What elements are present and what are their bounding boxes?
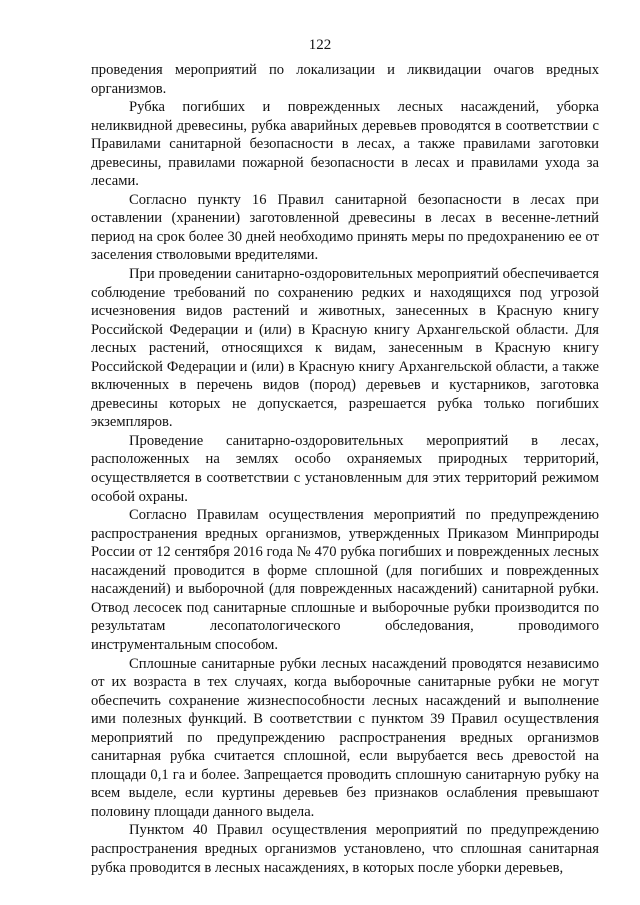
paragraph-red-book-species: При проведении санитарно-оздоровительных мероприятий обеспечивается соблюдение требований по сохранению редких и находящихся под угрозой исчезновения видов растений и животных, занесенных в Красную книгу Российской Федерации и (или) в Красную книгу Архангельской области. Для лесных растений, относящихся к видам, занесенным в Красную книгу Российской Федерации и (или) в Красную книгу Архангельской области, а также включенных в перечень видов (пород) деревьев и кустарников, заготовка древесины которых не допускается, разрешается рубка только погибших экземпляров. [91,266,599,431]
paragraph-clear-sanitary-felling: Сплошные санитарные рубки лесных насаждений проводятся независимо от их возраста в тех случаях, когда выборочные санитарные рубки не могут обеспечить сохранение жизнеспособности лесных насаждений и выполнение ими полезных функций. В соответствии с пунктом 39 Правил осуществления мероприятий по предупреждению распространения вредных организмов санитарная рубка считается сплошной, если вырубается весь древостой на площади 0,1 га и более. Запрещается проводить сплошную санитарную рубку на всем выделе, если куртины деревьев без признаков ослабления превышают половину площади данного выдела. [91,655,599,820]
paragraph-point-40: Пунктом 40 Правил осуществления мероприятий по предупреждению распространения вредных организмов установлено, что сплошная санитарная рубка проводится в лесных насаждениях, в которых после уборки деревьев, [91,822,599,876]
paragraph-continuation: проведения мероприятий по локализации и ликвидации очагов вредных организмов. [91,62,599,97]
paragraph-felling-damaged-stands: Рубка погибших и поврежденных лесных насаждений, уборка неликвидной древесины, рубка аварийных деревьев проводятся в соответствии с Правилами санитарной безопасности в лесах, а также правилами заготовки древесины, правилами пожарной безопасности в лесах и правилами ухода за лесами. [91,99,599,190]
paragraph-pest-rules: Согласно Правилам осуществления мероприятий по предупреждению распространения вредных организмов, утвержденных Приказом Минприроды России от 12 сентября 2016 года № 470 рубка погибших и поврежденных лесных насаждений проводится в форме сплошной (для погибших и поврежденных насаждений) и выборочной (для поврежденных насаждений) санитарной рубки. Отвод лесосек под санитарные сплошные и выборочные рубки производится по результатам лесопатологического обследования, проводимого инструментальным способом. [91,507,599,653]
body-text [91,61,599,877]
page-number: 122 [308,37,332,53]
paragraph-timber-storage: Согласно пункту 16 Правил санитарной безопасности в лесах при оставлении (хранении) заготовленной древесины в лесах в весенне-летний период на срок более 30 дней необходимо принять меры по предохранению ее от заселения стволовыми вредителями. [91,191,599,264]
paragraph-protected-areas: Проведение санитарно-оздоровительных мероприятий в лесах, расположенных на землях особо охраняемых природных территорий, осуществляется в соответствии с установленным для этих территорий режимом особой охраны. [91,432,599,505]
